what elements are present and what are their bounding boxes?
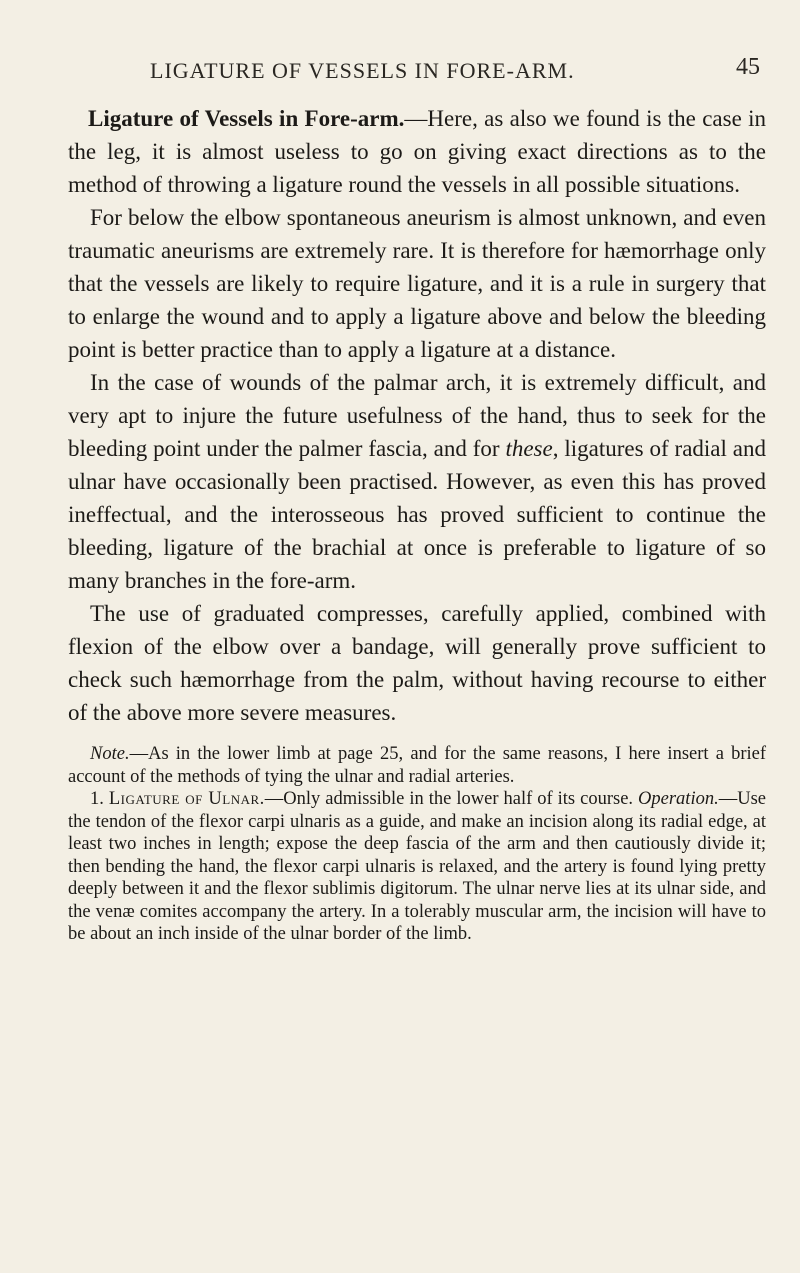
running-head: [68, 52, 766, 86]
note-item-1-number: 1.: [90, 789, 109, 809]
note-text: —As in the lower limb at page 25, and for the same reasons, I here insert a brief account of the methods of tying the ulnar and radial arteries.: [68, 744, 766, 787]
paragraph-4-text: The use of graduated compresses, carefully applied, combined with flexion of the elbow over a bandage, will generally prove sufficient to check such hæmorrhage from the palm, without having recourse to either of the above more severe measures.: [68, 601, 766, 725]
paragraph-2-text: For below the elbow spontaneous aneurism is almost unknown, and even traumatic aneurisms are extremely rare. It is therefore for hæmorrhage only that the vessels are likely to require ligature, and it is a rule in surgery that to enlarge the wound and to apply a ligature above and below the bleeding point is better practice than to apply a ligature at a distance.: [68, 205, 766, 362]
paragraph-4: [68, 597, 766, 729]
note-block: [68, 743, 766, 946]
note-item-1: [68, 788, 766, 946]
note-label: Note.: [90, 744, 130, 764]
paragraph-3-text-b: , ligatures of radial and ulnar have occasionally been practised. However, as even this has proved ineffectual, and the interosseous has proved sufficient to continue the bleeding, ligature of the brachial at once is preferable to ligature of so many branches in the fore-arm.: [68, 436, 767, 593]
paragraph-3-italic: these: [505, 436, 553, 461]
paragraph-3-text-a: In the case of wounds of the palmar arch, it is extremely difficult, and very apt to injure the future usefulness of the hand, thus to seek for the bleeding point under the palmer fascia, and for: [68, 370, 766, 461]
note-item-1-text-a: —Only admissible in the lower half of its course.: [264, 789, 639, 809]
page-number: 45: [736, 54, 760, 80]
paragraph-2: [68, 201, 766, 366]
note-item-1-text-b: —Use the tendon of the flexor carpi ulnaris as a guide, and make an incision along its radial edge, at least two inches in length; expose the deep fascia of the arm and then cautiously divide it; then bending the hand, the flexor carpi ulnaris is relaxed, and the artery is found lying pretty deeply between it and the flexor sublimis digitorum. The ulnar nerve lies at its ulnar side, and the venæ comites accompany the artery. In a tolerably muscular arm, the incision will have to be about an inch inside of the ulnar border of the limb.: [68, 789, 766, 944]
running-title: LIGATURE OF VESSELS IN FORE-ARM.: [150, 58, 575, 83]
paragraph-3: [68, 366, 766, 597]
paragraph-1-text: —Here, as also we found is the case in the leg, it is almost useless to go on giving exact directions as to the method of throwing a ligature round the vessels in all possible situations.: [68, 106, 767, 197]
paragraph-1: [68, 102, 766, 201]
note-item-1-heading: Ligature of Ulnar.: [108, 789, 265, 809]
section-title: Ligature of Vessels in Fore-arm.: [88, 106, 405, 131]
note-paragraph: [68, 743, 766, 788]
note-item-1-operation: Operation.: [638, 789, 719, 809]
main-text: [68, 102, 766, 729]
